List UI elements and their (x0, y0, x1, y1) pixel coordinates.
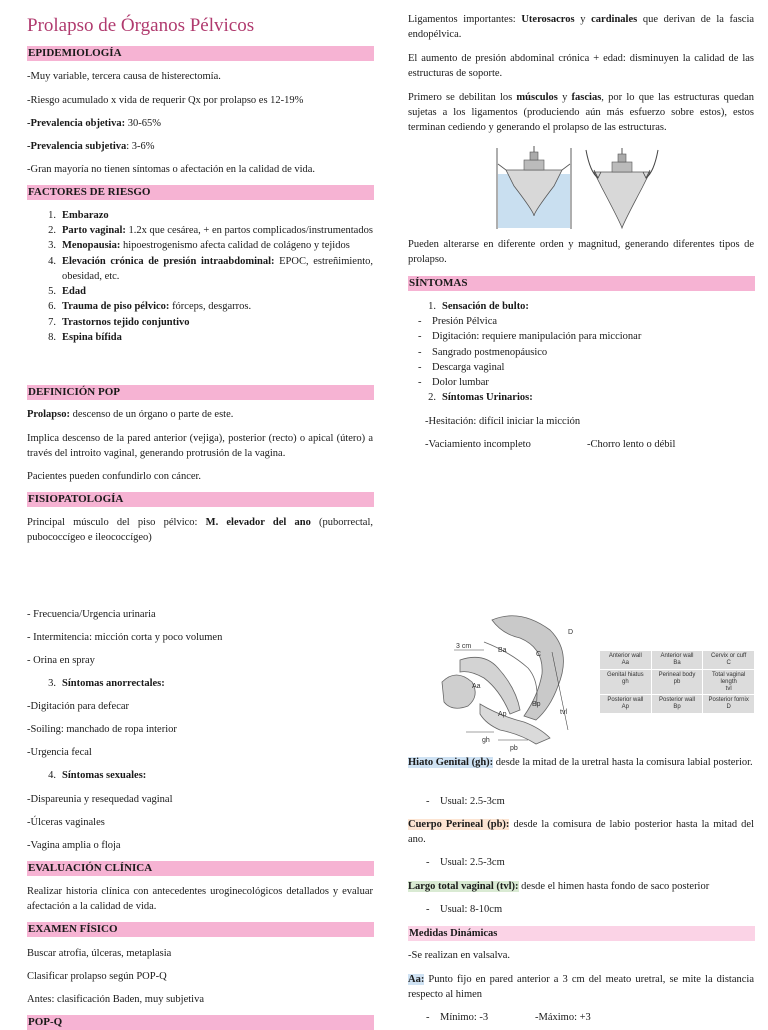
popq-cell: Posterior wall Ap (600, 695, 651, 713)
heading-popq: POP-Q (27, 1015, 374, 1030)
debilitan-text: Primero se debilitan los músculos y fascias, por lo que las estructuras quedan sujetas a los ligamentos (produciendo aún más esfuerzo sobre estos), estos terminan cediendo y generando el prolapso de las estructuras. (408, 92, 754, 134)
anorrectal-line-1: -Digitación para defecar (27, 701, 130, 712)
heading-examen: EXAMEN FÍSICO (27, 922, 374, 937)
popq-cell: Total vaginal length tvl (703, 670, 754, 695)
factor-item: 6. Trauma de piso pélvico: fórceps, desgarros. (48, 301, 252, 313)
gh-usual: - Usual: 2.5-3cm (426, 796, 505, 807)
heading-factores: FACTORES DE RIESGO (27, 185, 374, 200)
urinario-vaciamiento: -Vaciamiento incompleto (425, 439, 531, 450)
sintomas-list (418, 299, 754, 406)
factor-item: 8. Espina bífida (48, 331, 122, 343)
diagram-label: Aa (472, 683, 481, 690)
diagram-label: C (536, 651, 542, 658)
heading-sintomas: SÍNTOMAS (408, 276, 755, 291)
heading-sexuales: 4. Síntomas sexuales: (48, 770, 147, 781)
page-title: Prolapso de Órganos Pélvicos (27, 15, 255, 36)
examen-line-2: Clasificar prolapso según POP-Q (27, 971, 167, 982)
popq-cell: Anterior wall Ba (652, 651, 703, 669)
examen-line-3: Antes: clasificación Baden, muy subjetiva (27, 994, 204, 1005)
aa-max: -Máximo: +3 (535, 1012, 591, 1023)
urinario-chorro: -Chorro lento o débil (587, 439, 676, 450)
epi-line-1: -Muy variable, tercera causa de histerectomía. (27, 71, 221, 82)
sintoma-item: - Digitación: requiere manipulación para miccionar (418, 331, 642, 343)
urinario-line-3: - Orina en spray (27, 655, 95, 666)
heading-anorrectales: 3. Síntomas anorrectales: (48, 678, 165, 689)
sintoma-heading-urinarios: 2. Síntomas Urinarios: (428, 392, 533, 404)
examen-line-1: Buscar atrofia, úlceras, metaplasia (27, 948, 172, 959)
sexual-line-2: -Úlceras vaginales (27, 817, 105, 828)
popq-cell: Posterior fornix D (703, 695, 754, 713)
epi-line-4: -Prevalencia subjetiva: 3-6% (27, 141, 155, 152)
heading-evaluacion: EVALUACIÓN CLÍNICA (27, 861, 374, 876)
epi-line-2: -Riesgo acumulado x vida de requerir Qx por prolapso es 12-19% (27, 95, 304, 106)
urinario-line-2: - Intermitencia: micción corta y poco volumen (27, 632, 223, 643)
heading-epidemiologia: EPIDEMIOLOGÍA (27, 46, 374, 61)
diagram-label: pb (510, 745, 518, 752)
popq-cell: Anterior wall Aa (600, 651, 651, 669)
heading-definicion: DEFINICIÓN POP (27, 385, 374, 400)
ligamentos-text: Ligamentos importantes: Uterosacros y cardinales que derivan de la fascia endopélvica. (408, 14, 755, 41)
factor-item: 2. Parto vaginal: 1.2x que cesárea, + en partos complicados/instrumentados (48, 225, 373, 237)
evaluacion-text: Realizar historia clínica con antecedentes uroginecológicos detallados y evaluar afectación a la calidad de vida. (27, 886, 373, 913)
epi-line-5: -Gran mayoría no tienen síntomas o afectación en la calidad de vida. (27, 164, 316, 175)
ship-on-ligaments (586, 148, 658, 228)
sintoma-item: - Dolor lumbar (418, 377, 489, 389)
tvl-usual: - Usual: 8-10cm (426, 904, 503, 915)
def-line-1: Prolapso: descenso de un órgano o parte de este. (27, 409, 234, 420)
diagram-label: D (568, 629, 574, 636)
popq-cell: Genital hiatus gh (600, 670, 651, 695)
heading-medidas-dinamicas: Medidas Dinámicas (408, 926, 755, 941)
factor-item: 1. Embarazo (48, 210, 109, 221)
presion-text: El aumento de presión abdominal crónica + edad: disminuyen la calidad de las estructuras de soporte. (408, 53, 754, 80)
pb-definition: Cuerpo Perineal (pb): desde la comisura de labio posterior hasta la mitad del ano. (408, 819, 754, 846)
fisio-line-1: Principal músculo del piso pélvico: M. elevador del ano (puborrectal, pubococcígeo e ileococcígeo) (27, 517, 373, 544)
factor-item: 4. Elevación crónica de presión intraabdominal: EPOC, estreñimiento, obesidad, etc. (48, 255, 374, 282)
diagram-label: gh (482, 737, 490, 744)
factor-item: 5. Edad (48, 286, 86, 298)
popq-cell: Cervix or cuff C (703, 651, 754, 669)
anorrectal-line-3: -Urgencia fecal (27, 747, 92, 758)
aa-min: - Mínimo: -3 (426, 1012, 489, 1023)
popq-cell: Posterior wall Bp (652, 695, 703, 713)
diagram-label: Ap (498, 711, 507, 718)
medidas-line-1: -Se realizan en valsalva. (408, 950, 511, 961)
factor-item: 3. Menopausia: hipoestrogenismo afecta calidad de colágeno y tejidos (48, 240, 350, 252)
sexual-line-1: -Dispareunia y resequedad vaginal (27, 794, 173, 805)
def-line-2: Implica descenso de la pared anterior (vejiga), posterior (recto) o apical (útero) a través del introito vaginal, generando protrusión de la vagina. (27, 433, 373, 460)
sintoma-item: - Presión Pélvica (418, 316, 498, 328)
heading-fisiopatologia: FISIOPATOLOGÍA (27, 492, 374, 507)
anorrectal-line-2: -Soiling: manchado de ropa interior (27, 724, 177, 735)
diagram-label: Bp (532, 701, 541, 708)
popq-cell: Perineal body pb (652, 670, 703, 695)
sintoma-heading-bulto: 1. Sensación de bulto: (428, 301, 529, 312)
urinario-line-1: - Frecuencia/Urgencia urinaria (27, 609, 156, 620)
ship-support-illustration (494, 144, 672, 230)
pb-usual: - Usual: 2.5-3cm (426, 857, 505, 868)
diagram-label: Ba (498, 647, 507, 654)
factor-item: 7. Trastornos tejido conjuntivo (48, 316, 190, 328)
popq-reference-table (600, 651, 754, 713)
diagram-label: tvl (560, 709, 567, 716)
tvl-definition: Largo total vaginal (tvl): desde el himen hasta fondo de saco posterior (408, 881, 710, 892)
sexual-line-3: -Vagina amplia o floja (27, 840, 121, 851)
diagram-label: 3 cm (456, 643, 472, 650)
factores-list (38, 208, 373, 345)
aa-definition: Aa: Punto fijo en pared anterior a 3 cm del meato uretral, se mite la distancia respecto al himen (408, 974, 754, 1001)
sintoma-item: - Sangrado postmenopáusico (418, 346, 548, 358)
orden-text: Pueden alterarse en diferente orden y magnitud, generando diferentes tipos de prolapso. (408, 239, 754, 266)
def-line-3: Pacientes pueden confundirlo con cáncer. (27, 471, 202, 482)
popq-anatomy-diagram (440, 612, 590, 754)
ship-in-water (497, 146, 571, 229)
epi-line-3: -Prevalencia objetiva: 30-65% (27, 118, 161, 129)
sintoma-item: - Descarga vaginal (418, 361, 505, 373)
urinario-hesitacion: -Hesitación: difícil iniciar la micción (425, 416, 581, 427)
gh-definition: Hiato Genital (gh): desde la mitad de la uretral hasta la comisura labial posterior. (408, 757, 753, 768)
